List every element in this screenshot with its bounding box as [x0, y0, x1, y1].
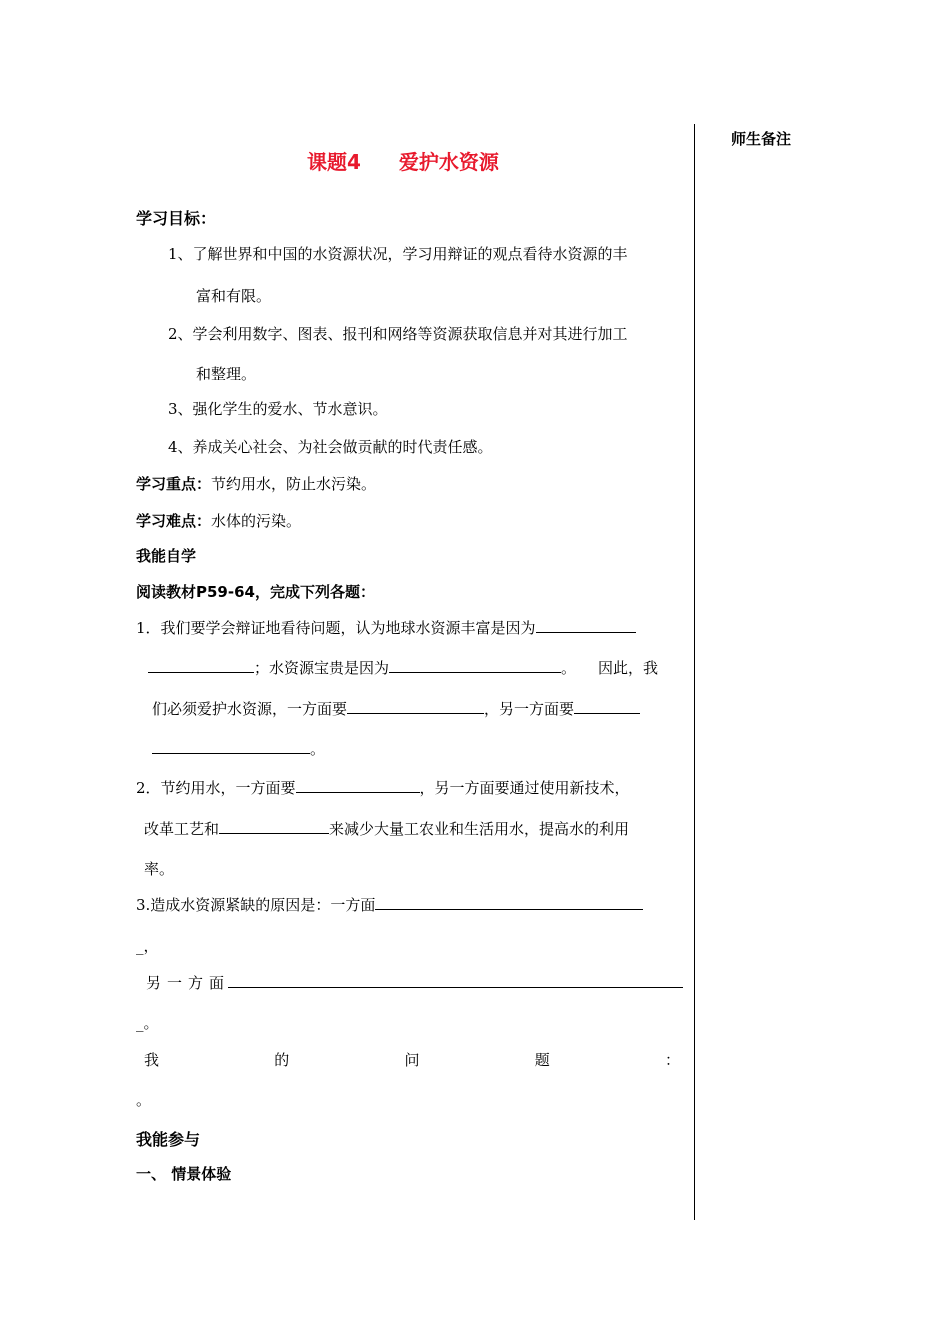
learning-focus [136, 473, 376, 494]
column-divider [694, 124, 695, 1220]
q1-blank-1[interactable] [536, 618, 636, 633]
q3-blank-2[interactable] [228, 973, 683, 988]
q1-line1: 1．我们要学会辩证地看待问题，认为地球水资源丰富是因为 [136, 617, 636, 638]
objective-2-line1: 2、学会利用数字、图表、报刊和网络等资源获取信息并对其进行加工 [168, 325, 628, 343]
q3-line1: 3.造成水资源紧缺的原因是：一方面 [136, 894, 643, 915]
objective-4: 4、养成关心社会、为社会做贡献的时代责任感。 [168, 438, 493, 456]
q3-line4: _。 [136, 1014, 159, 1032]
q1-blank-2[interactable] [389, 658, 561, 673]
q2-line3: 率。 [144, 860, 175, 878]
q3-line2: _， [136, 937, 159, 955]
q2-blank-2[interactable] [219, 819, 329, 834]
difficulty-label: 学习难点： [136, 512, 212, 530]
title-topic: 爱护水资源 [398, 150, 499, 174]
q1-line2: ；水资源宝贵是因为 。 因此，我 [148, 657, 658, 678]
side-note-label: 师生备注 [731, 130, 792, 148]
q2-line2: 改革工艺和 来减少大量工农业和生活用水，提高水的利用 [144, 820, 630, 838]
page-title [307, 146, 499, 175]
q1-blank-4[interactable] [574, 699, 640, 714]
q1-blank-1-cont[interactable] [148, 658, 254, 673]
title-lesson-number: 课题4 [307, 150, 361, 174]
q2-blank-1[interactable] [296, 778, 420, 793]
q1-blank-3[interactable] [347, 699, 484, 714]
participate-heading: 我能参与 [136, 1130, 201, 1149]
objective-1-line1: 1、了解世界和中国的水资源状况，学习用辩证的观点看待水资源的丰 [168, 245, 628, 263]
q1-blank-4-cont[interactable] [152, 739, 310, 754]
my-question-line: 我 的 问 题 ： [144, 1051, 680, 1069]
section-1-heading: 一、 情景体验 [136, 1165, 232, 1183]
objective-2-line2: 和整理。 [196, 365, 257, 383]
q2-line1: 2．节约用水，一方面要 ，另一方面要通过使用新技术， [136, 779, 630, 797]
self-study-heading: 我能自学 [136, 547, 197, 565]
focus-label: 学习重点： [136, 475, 212, 493]
q3-line3: 另 一 方 面 [146, 972, 683, 993]
difficulty-text: 水体的污染。 [211, 512, 302, 530]
focus-text: 节约用水，防止水污染。 [211, 475, 377, 493]
q3-blank-1[interactable] [375, 895, 643, 910]
objective-3: 3、强化学生的爱水、节水意识。 [168, 400, 388, 418]
q1-line4: 。 [152, 738, 325, 759]
learning-difficulty [136, 510, 301, 531]
q1-line3: 们必须爱护水资源，一方面要 ，另一方面要 [152, 698, 640, 719]
objectives-heading: 学习目标： [136, 209, 217, 228]
my-question-end: 。 [136, 1091, 152, 1109]
objective-1-line2: 富和有限。 [196, 287, 272, 305]
reading-instruction: 阅读教材P59-64，完成下列各题： [136, 583, 375, 601]
